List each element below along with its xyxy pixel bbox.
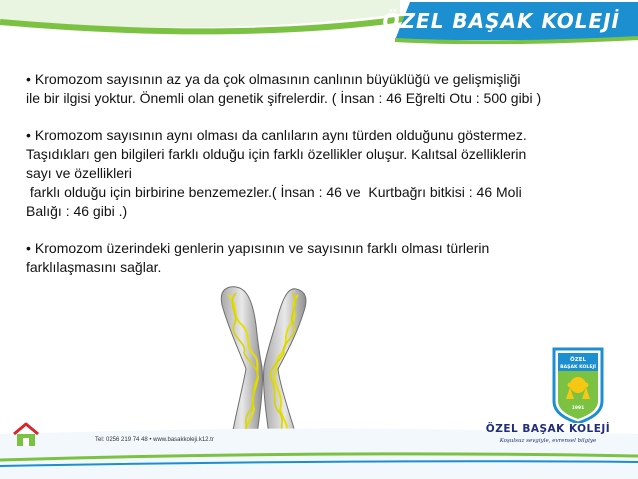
paragraph-line: farklı olduğu için birbirine benzemezler.( İnsan : 46 ve Kurtbağrı bitkisi : 46 Moli [26,184,522,200]
paragraph-line: Kromozom sayısının aynı olması da canlıların aynı türden olduğunu göstermez. [34,127,527,143]
paragraph-line: ile bir ilgisi yoktur. Önemli olan genetik şifrelerdir. ( İnsan : 46 Eğrelti Otu : 500 gibi ) [26,90,542,106]
bullet-marker: • [26,71,31,87]
school-emblem-icon [550,345,606,423]
bullet-marker: • [26,127,31,143]
paragraph-line: farklılaşmasını sağlar. [26,259,162,275]
bullet-paragraph-3 [26,239,622,277]
paragraph-line: Balığı : 46 gibi .) [26,203,128,219]
paragraph-line: Kromozom üzerindeki genlerin yapısının ve sayısının farklı olması türlerin [34,240,490,256]
header-school-name: ÖZEL BAŞAK KOLEJİ [382,9,620,33]
slide-body [26,70,622,295]
emblem-title-1: ÖZEL [570,357,586,363]
footer-contact: Tel: 0256 219 74 48 • www.basakkoleji.k12.tr [95,437,214,443]
paragraph-line: Kromozom sayısının az ya da çok olmasının canlının büyüklüğü ve gelişmişliği [34,71,521,87]
paragraph-line: sayı ve özellikleri [26,165,132,181]
house-logo-icon [10,420,42,450]
emblem-year: 1991 [571,406,585,411]
paragraph-line: Taşıdıkları gen bilgileri farklı olduğu için farklı özellikler oluşur. Kalıtsal özelliklerin [26,146,527,162]
bullet-marker: • [26,240,31,256]
bullet-paragraph-1 [26,70,622,108]
footer-school-name: ÖZEL BAŞAK KOLEJİ [485,423,611,435]
footer-slogan: Koşulsuz sevgiyle, evrensel bilgiye [499,438,597,444]
bullet-paragraph-2 [26,126,622,221]
emblem-title-2: BAŞAK KOLEJİ [560,365,596,370]
